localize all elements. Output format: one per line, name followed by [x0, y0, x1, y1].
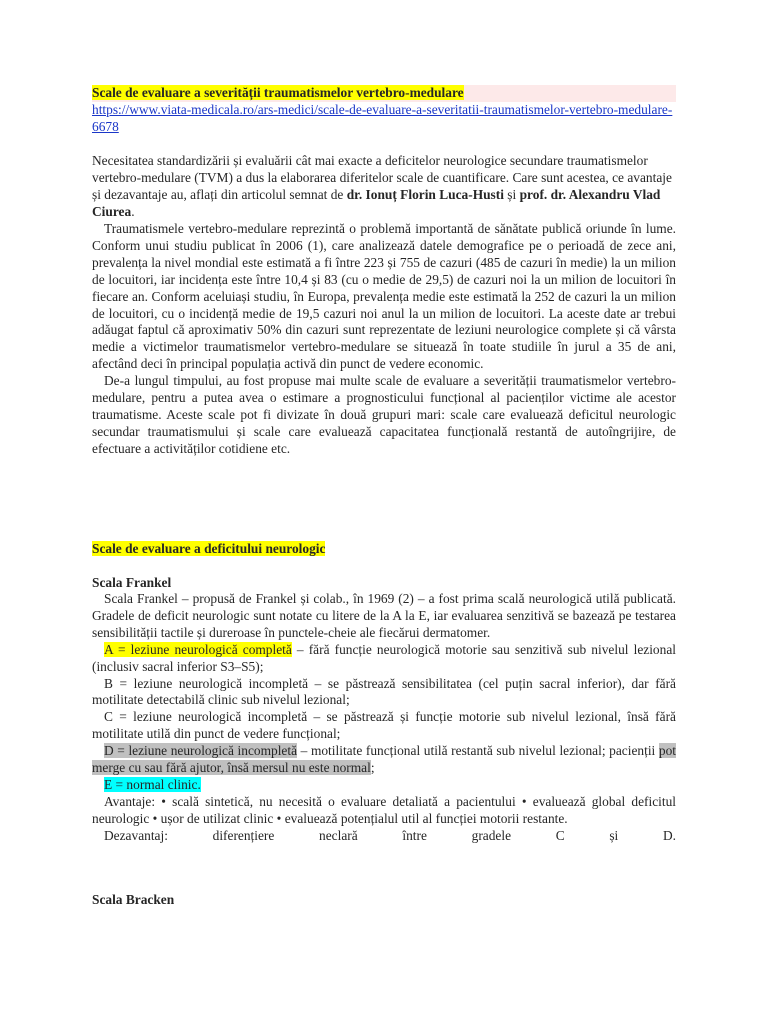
grade-d-label: D = leziune neurologică incompletă	[104, 743, 298, 759]
frankel-intro: Scala Frankel – propusă de Frankel și colab., în 1969 (2) – a fost prima scală neurologică utilă publicată. Gradele de deficit neurologic sunt notate cu litere de la A la E, iar evaluarea senzitivă se bazează pe testarea sensibilității tactile și dureroase în punctele-cheie ale fiecărui dermatomer.	[92, 591, 676, 640]
article-title-row	[92, 85, 676, 102]
body-paragraphs	[92, 221, 676, 458]
bracken-heading: Scala Bracken	[92, 892, 175, 907]
frankel-grade-b: B = leziune neurologică incompletă – se păstrează sensibilitatea (cel puțin sacral inferior), dar fără motilitate detectabilă clinic sub nivelul lezional;	[92, 675, 676, 708]
author-1: dr. Ionuț Florin Luca-Husti	[346, 186, 504, 202]
article-link-row	[92, 102, 676, 136]
grade-a-label: A = leziune neurologică completă	[104, 641, 292, 657]
section-heading-row	[92, 541, 676, 558]
article-title: Scale de evaluare a severității traumatismelor vertebro-medulare	[92, 85, 464, 100]
frankel-avantaje: Avantaje: • scală sintetică, nu necesită o evaluare detaliată a pacientului • evaluează global deficitul neurologic • ușor de utilizat clinic • evaluează potențialul util al funcției motorii restante.	[92, 793, 676, 826]
frankel-grade-c: C = leziune neurologică incompletă – se păstrează și funcție motorie sub nivelul lezional, însă fără motilitate utilă din punct de vedere funcțional;	[92, 709, 676, 742]
frankel-heading: Scala Frankel	[92, 575, 172, 590]
paragraph-scales-overview: De-a lungul timpului, au fost propuse mai multe scale de evaluare a severității traumatismelor vertebro-medulare, pentru a putea avea o estimare a prognosticului funcțional al pacienților victime ale acestor traumatisme. Aceste scale pot fi divizate în două grupuri mari: scale care evaluează deficitul neurologic secundar traumatismului și scale care evaluează capacitatea funcțională restantă de autoîngrijire, de efectuare a activităților cotidiene etc.	[92, 373, 676, 456]
intro-end: .	[131, 203, 135, 219]
author-2: prof. dr. Alexandru Vlad Ciurea	[92, 186, 661, 219]
grade-d-end: ;	[370, 760, 375, 776]
grade-d-gray: pot merge cu sau fără ajutor, însă mersul nu este normal	[92, 743, 676, 776]
frankel-section	[92, 591, 676, 845]
article-header	[92, 85, 676, 136]
grade-d-text: – motilitate funcțional utilă restantă sub nivelul lezional;	[297, 743, 610, 759]
frankel-grade-e	[92, 777, 676, 794]
frankel-dezavantaj: Dezavantaj: diferențiere neclară între gradele C și D.	[104, 827, 676, 843]
grade-e-label: E = normal clinic.	[104, 776, 201, 792]
frankel-heading-row	[92, 575, 676, 592]
grade-a-text: – fără funcție neurologică motorie sau senzitivă sub nivelul lezional (inclusiv sacral inferior S3–S5);	[92, 641, 676, 674]
frankel-grade-d	[92, 743, 676, 777]
intro-paragraph	[92, 153, 676, 221]
intro-and: și	[503, 186, 520, 202]
paragraph-epidemiology: Traumatismele vertebro-medulare reprezintă o problemă importantă de sănătate publică oriunde în lume. Conform unui studiu publicat în 2006 (1), care analizează datele demografice pe o perioadă de zece ani, prevalența la nivel mondial este estimată a fi între 223 și 755 de cazuri (485 de cazuri în medie) la un milion de locuitori, iar incidența este între 10,4 și 83 (cu o medie de 29,5) de cazuri noi la un milion de locuitori în fiecare an. Conform aceluiași studiu, în Europa, prevalența medie este estimată la 252 de cazuri la un milion de locuitori, cu o incidență medie de 19,5 cazuri noi anul la un milion de locuitori. La aceste date ar trebui adăugat faptul că aproximativ 50% din cazuri sunt reprezentate de leziuni neurologice complete și că vârsta medie a victimelor traumatismelor vertebro-medulare se situează în toate studiile în jurul a 35 de ani, afectând deci în principal populația activă din punct de vedere economic.	[92, 221, 676, 372]
article-link[interactable]: https://www.viata-medicala.ro/ars-medici/scale-de-evaluare-a-severitatii-traumatismelor-vertebro-medulare-6678	[92, 101, 673, 134]
grade-d-pre: pacienții	[609, 743, 659, 759]
intro-text: Necesitatea standardizării și evaluării cât mai exacte a deficitelor neurologice secundare traumatismelor vertebro-medulare (TVM) a dus la elaborarea diferitelor scale de cuantificare. Care sunt acestea, ce avantaje și dezavantaje au, aflați din articolul semnat de	[92, 153, 672, 202]
bracken-heading-row	[92, 892, 676, 909]
frankel-grade-a	[92, 642, 676, 676]
section-heading: Scale de evaluare a deficitului neurologic	[92, 541, 326, 556]
